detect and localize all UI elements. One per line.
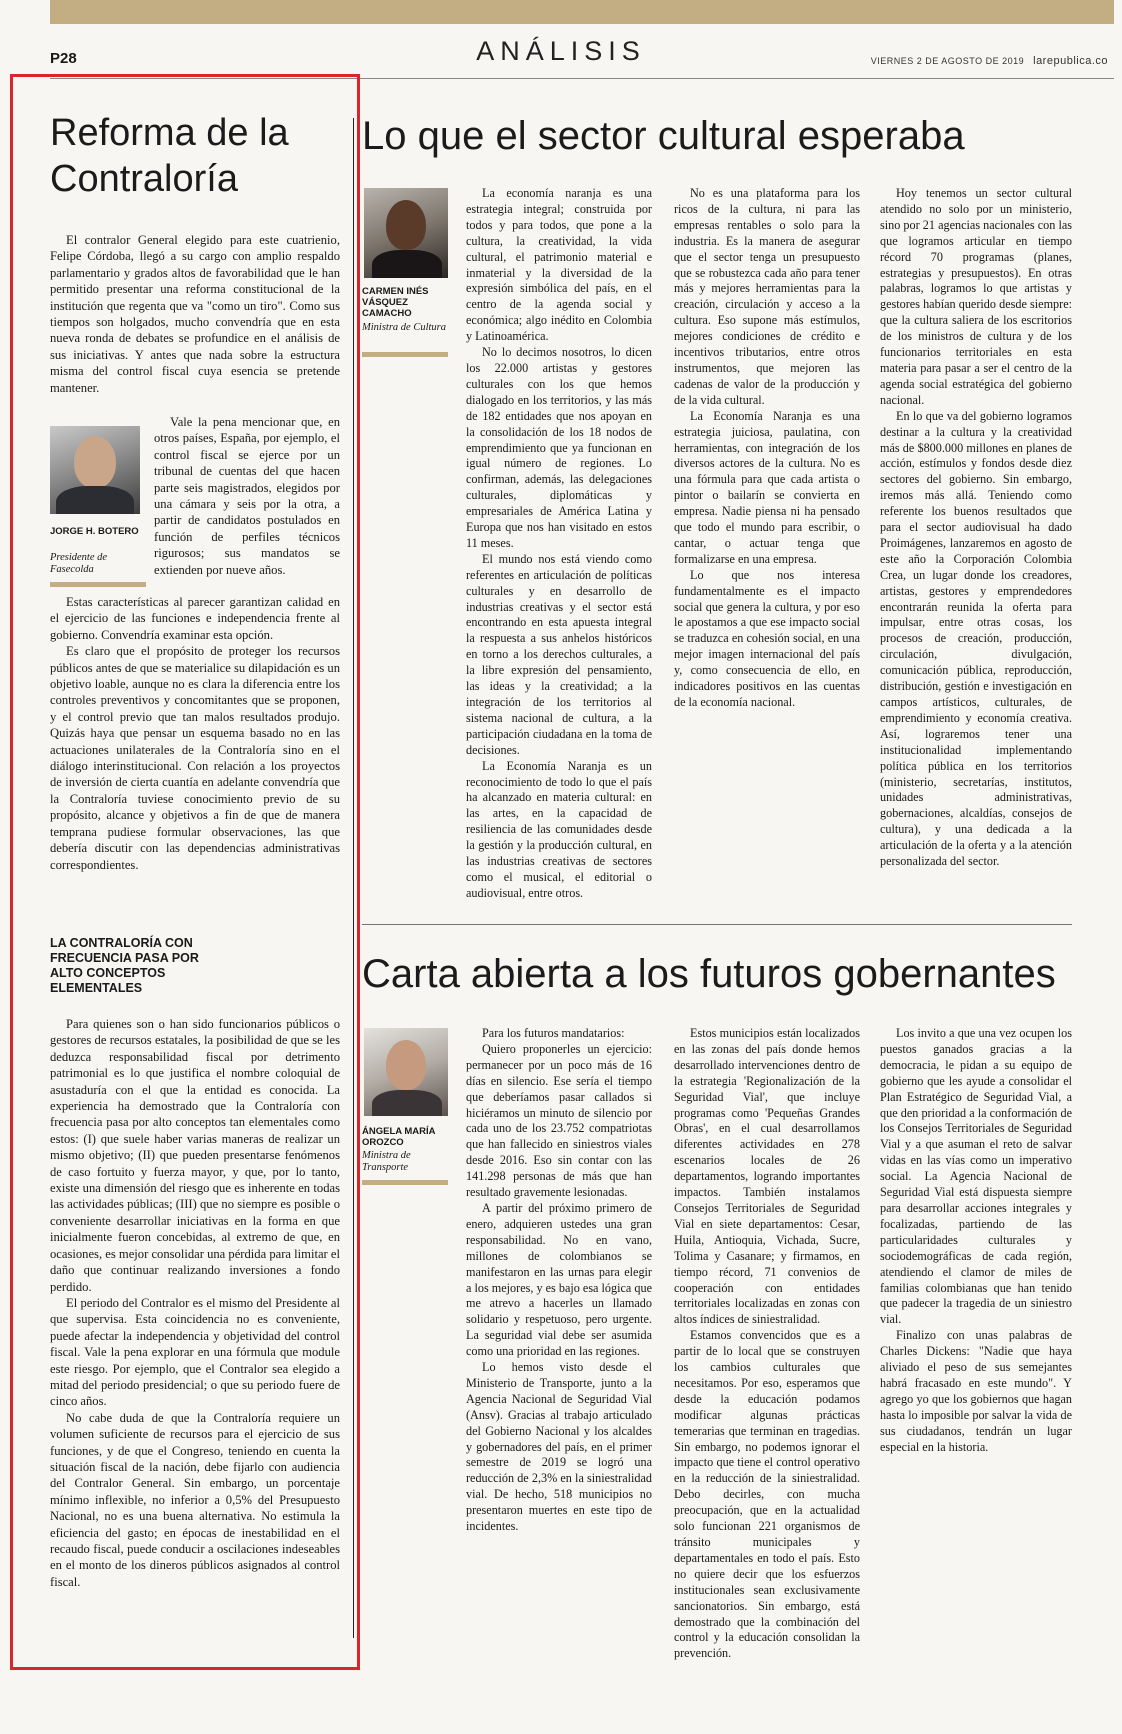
letter-paragraph: Quiero proponerles un ejercicio: permanecer por un poco más de 16 días en silencio. Ese sería el tiempo que deberíamos pasar callados si hiciéramos un minuto de silencio por cada uno de los 23.752 compatriotas que han fallecido en siniestros viales desde 2016. Eso sin contar con las 141.298 personas de más que han resultado gravemente lesionadas. <box>466 1041 652 1200</box>
letter-column-1 <box>466 1026 652 1535</box>
left-article-headline: Reforma de la Contraloría <box>50 112 289 200</box>
letter-paragraph: Los invito a que una vez ocupen los puestos ganados gracias a la democracia, le pidan a su equipo de gobierno que les ayude a consolidar el Plan Estratégico de Seguridad Vial, a que den prioridad a la conformación de los Consejos Territoriales de Seguridad Vial y a que asuman el reto de salvar vidas en las vías como un imperativo social. La Agencia Nacional de Seguridad Vial está dispuesta siempre para desarrollar acciones integrales y focalizadas, partiendo de las particularidades culturales y sociodemográficas de cada región, atendiendo el clamor de miles de familias colombianas que han tenido que padecer la tragedia de un siniestro vial. <box>880 1026 1072 1327</box>
author-photo-vasquez <box>364 188 448 278</box>
letter-article-headline: Carta abierta a los futuros gobernantes <box>362 952 1056 996</box>
column-divider <box>353 118 354 1638</box>
letter-paragraph: Estos municipios están localizados en las zonas del país donde hemos desarrollado intervenciones dentro de la estrategia 'Regionalización de la Seguridad Vial', que incluye programas como 'Pequeñas Grandes Obras', en el cual desarrollamos diferentes actividades en 278 escenarios locales de 26 departamentos, logrando importantes impactos. También instalamos Consejos Territoriales de Seguridad Vial en siete departamentos: Cesar, Huila, Antioquia, Vichada, Sucre, Tolima y Casanare; y firmamos, en tiempo récord, 71 convenios de cooperación con entidades territoriales localizadas en zonas con altos índices de siniestralidad. <box>674 1026 860 1327</box>
culture-paragraph: Lo que nos interesa fundamentalmente es el impacto social que genera la cultura, y por eso le apostamos a que ese impacto social se traduzca en cohesión social, en una mejor imagen internacional del país y, como consecuencia de ello, en indicadores positivos en las cuentas de la economía nacional. <box>674 567 860 709</box>
culture-paragraph: No es una plataforma para los ricos de la cultura, ni para las empresas rentables o solo para la industria. Es la manera de asegurar que el sector tenga un presupuesto que se robustezca cada año para tener más y mejores herramientas para la creación, circulación y acceso a la cultura. Eso supone más estímulos, mejores condiciones de crédito e incentivos tributarios, entre otros instrumentos, que mejoren las cadenas de valor de la producción y de la vida cultural. <box>674 186 860 407</box>
letter-paragraph: A partir del próximo primero de enero, adquieren ustedes una gran responsabilidad. No en vano, millones de colombianos se manifestaron en las urnas para elegir a los mejores, y es bajo esa lógica que me atrevo a hacerles un llamado solidario y respetuoso, pero urgente. La seguridad vial debe ser asumida como una prioridad en las regiones. <box>466 1200 652 1359</box>
left-paragraph: Vale la pena mencionar que, en otros países, España, por ejemplo, el control fiscal se ejerce por un tribunal de cuentas del que hacen parte seis magistrados, elegidos por una cámara y seis por la otra, a partir de candidatos postulados en función de perfiles técnicos rigurosos; sus mandatos se extienden por nueve años. <box>154 415 340 577</box>
culture-author-name: CARMEN INÉS VÁSQUEZ CAMACHO <box>362 286 429 319</box>
date-text: VIERNES 2 DE AGOSTO DE 2019 <box>870 56 1025 66</box>
letter-column-2 <box>674 1026 860 1662</box>
left-paragraph: Estas características al parecer garantizan calidad en el ejercicio de las funciones e independencia frente al gobierno. Convendría examinar esta opción. <box>50 595 340 642</box>
letter-author-role: Ministra de Transporte <box>362 1150 411 1173</box>
culture-column-3 <box>880 186 1072 870</box>
author-photo-orozco <box>364 1028 448 1116</box>
culture-author-role: Ministra de Cultura <box>362 322 447 333</box>
section-title: ANÁLISIS <box>476 36 646 66</box>
letter-paragraph: Estamos convencidos que es a partir de lo local que se construyen los cambios culturales que necesitamos. Por eso, esperamos que desde la educación podamos modificar algunas prácticas temerarias que terminan en tragedias. Sin embargo, no podemos ignorar el impacto que tiene el control operativo en la reducción de la siniestralidad. Debo decirles, con mucha preocupación, que en la actualidad solo funcionan 221 organismos de tránsito municipales y departamentales en todo el país. Esto no quiere decir que los esfuerzos institucionales sean exclusivamente sancionatorios. Sin embargo, está demostrado que la combinación del control y la educación consolidan la prevención. <box>674 1328 860 1661</box>
left-subhead: LA CONTRALORÍA CON FRECUENCIA PASA POR ALTO CONCEPTOS ELEMENTALES <box>50 936 199 995</box>
culture-article-headline: Lo que el sector cultural esperaba <box>362 114 965 158</box>
left-author-role: Presidente de Fasecolda <box>50 552 108 575</box>
culture-paragraph: Hoy tenemos un sector cultural atendido no solo por un ministerio, sino por 21 agencias nacionales con las que logramos articular en tiempo récord 70 programas (planes, estrategias y presupuestos). En otras palabras, logramos lo que artistas y gestores habían querido desde siempre: que la cultura saliera de los escritorios de los ministros de cultura y de los funcionarios territoriales en esta materia para pasar a ser el centro de la agenda social estratégica del gobierno nacional. <box>880 186 1072 407</box>
left-paragraph: No cabe duda de que la Contraloría requiere un volumen suficiente de recursos para el ejercicio de sus funciones, y de que el Congreso, teniendo en cuenta la situación fiscal de la nación, debe fijarlo con audiencia del Contralor General. Sin embargo, un porcentaje mínimo inflexible, no inferior a 0,5% del Presupuesto Nacional, no es una buena alternativa. No estimula la eficiencia del gasto; en épocas de inestabilidad en el recaudo fiscal, puede conducir a oscilaciones indeseables en el monto de los dineros públicos asignados al control fiscal. <box>50 1410 340 1589</box>
left-paragraph: Para quienes son o han sido funcionarios públicos o gestores de recursos estatales, la posibilidad de que se les deduzca responsabilidad fiscal por detrimento patrimonial es lo que justifica el nombre coloquial de asustaduría con el que la entidad es conocida. La experiencia ha demostrado que la Contraloría con frecuencia pasa por alto conceptos tan elementales como estos: (I) que suele haber varias maneras de realizar un mismo objetivo; (II) que pueden presentarse fenómenos de caso fortuito y fuerza mayor, y que, por lo tanto, existe una dimensión del riesgo que es inherente en todas las actividades públicas; (III) que no siempre es posible o conveniente desarrollar iniciativas en la forma en que inicialmente fueron concebidas, al extremo de que, en ocasiones, es mejor consolidar una pérdida para limitar el daño que continuar realizando inversiones a fondo perdido. <box>50 1017 340 1294</box>
article-divider <box>362 924 1072 925</box>
culture-paragraph: No lo decimos nosotros, lo dicen los 22.000 artistas y gestores culturales con los que hemos dialogado en los territorios, y las más de 182 entidades que nos apoyan en la consolidación de los 18 nodos de emprendimiento que ya funcionan en igual número de regiones. Lo confirman, además, las delegaciones culturales, diplomáticas y empresariales de América Latina y Europa que nos han visitado en estos 11 meses. <box>466 345 652 550</box>
culture-paragraph: La Economía Naranja es una estrategia juiciosa, paulatina, con herramientas, con integración de los diversos actores de la cultura. No es una fórmula para que cada artista o pintor o bailarín se convierta en empresa. Nadie piensa ni ha pensado que todo el mundo para escribir, o cantar, o actuar tenga que formalizarse en una empresa. <box>674 408 860 566</box>
top-color-bar <box>50 0 1114 24</box>
letter-author-underline <box>362 1180 448 1185</box>
culture-paragraph: La Economía Naranja es un reconocimiento de todo lo que el país ha alcanzado en materia cultural: en las artes, en la capacidad de resiliencia de las comunidades desde la gestión y la producción cultural, en las industrias creativas de sectores como el musical, el editorial o audiovisual, entre otros. <box>466 758 652 900</box>
page-number: P28 <box>50 50 77 67</box>
culture-paragraph: El mundo nos está viendo como referentes en articulación de políticas culturales y en desarrollo de industrias creativas y el sector está encontrando en esta apuesta integral la respuesta a sus anhelos históricos en torno a los derechos culturales, a la libre expresión del pensamiento, las ideas y la creatividad; a la integración de los territorios al sistema nacional de cultura, a la participación ciudadana en la toma de decisiones. <box>466 551 652 757</box>
letter-author-name: ÁNGELA MARÍA OROZCO <box>362 1126 436 1148</box>
letter-column-3 <box>880 1026 1072 1455</box>
culture-paragraph: En lo que va del gobierno logramos destinar a la cultura y la creatividad más de $800.000 millones en planes de acción, estímulos y fondos desde diez sectores del gobierno. Sin embargo, iremos más allá. Teniendo como referente los buenos resultados que para el sector audiovisual ha dado Proimágenes, lanzaremos en agosto de este año la Corporación Colombia Crea, un lugar donde los creadores, artistas, gestores y emprendedores encontrarán reunida la oferta para impulsar, entre otras cosas, los procesos de creación, producción, circulación, divulgación, comunicación pública, reproducción, distribución, gestión e investigación en campos artísticos, culturales, de emprendimiento y economía creativa. Así, lograremos tener una institucionalidad implementando política pública en los territorios (ministerio, secretarías, institutos, unidades administrativas, gobernaciones, alcaldías, consejos de cultura), y una dedicada a la articulación de la oferta y a la atención personalizada del sector. <box>880 408 1072 869</box>
letter-paragraph: Finalizo con unas palabras de Charles Dickens: "Nadie que haya aliviado el peso de sus semejantes habrá fracasado en este mundo". Y agrego yo que los gobiernos que hagan hasta lo imposible por salvar la vida de sus ciudadanos, tendrán un lugar especial en la historia. <box>880 1328 1072 1454</box>
culture-column-1 <box>466 186 652 902</box>
left-author-name: JORGE H. BOTERO <box>50 526 139 537</box>
site-link[interactable]: larepublica.co <box>1033 55 1108 67</box>
left-paragraph: El contralor General elegido para este cuatrienio, Felipe Córdoba, llegó a su cargo con amplio respaldo parlamentario y grados altos de favorabilidad que le han permitido presentar una reforma constitucional de la institución que regenta que va "como un tiro". Como sus tiempos son holgados, mucho convendría que en esta nueva ronda de debates se profundice en el análisis de sus iniciativas. Y antes que nada sobre la estructura misma del control fiscal cuya esencia se pretende mantener. <box>50 233 340 395</box>
highlight-box <box>10 74 360 1670</box>
letter-paragraph: Para los futuros mandatarios: <box>482 1026 625 1040</box>
left-paragraph: El periodo del Contralor es el mismo del Presidente al que supervisa. Esta coincidencia no es conveniente, puede afectar la independencia y objetividad del control fiscal. Vale la pena explorar en una fórmula que module este riesgo. Por ejemplo, que el Contralor sea elegido a mitad del periodo presidencial; o que su periodo fuere de cinco años. <box>50 1295 340 1409</box>
culture-column-2 <box>674 186 860 711</box>
culture-author-underline <box>362 352 448 357</box>
issue-date <box>871 55 1108 67</box>
left-paragraph: Es claro que el propósito de proteger los recursos públicos antes de que se materialice su dilapidación es un objetivo loable, aunque no es clara la diferencia entre los controles preventivos y concomitantes que se proponen, y el control previo que tan malos resultados produjo. Quizás haya que pensar un esquema basado no en las actuaciones unilaterales de la Contraloría sino en el diálogo interinstitucional. Con relación a los proyectos de inversión de cierta cuantía en adelante convendría que la Contraloría tuviese conocimiento previo de su propósito, alcance y objetivos a fin de que de manera temprana pudiese formular observaciones, las que debería discutir con las dependencias administrativas correspondientes. <box>50 644 340 872</box>
letter-paragraph: Lo hemos visto desde el Ministerio de Transporte, junto a la Agencia Nacional de Seguridad Vial (Ansv). Gracias al trabajo articulado del Gobierno Nacional y los alcaldes y gobernadores del país, en el primer semestre de 2019 se logró una reducción de 2,3% en la siniestralidad vial. De hecho, 518 municipios no presentaron muertes en este tipo de incidentes. <box>466 1360 652 1534</box>
culture-paragraph: La economía naranja es una estrategia integral; construida por todos y para todos, que pone a la cultura, la creatividad, la vida cultural, el patrimonio material e inmaterial y la diversidad de la expresión simbólica del país, en el centro de la agenda social y económica; algo inédito en Colombia y Latinoamérica. <box>466 186 652 344</box>
